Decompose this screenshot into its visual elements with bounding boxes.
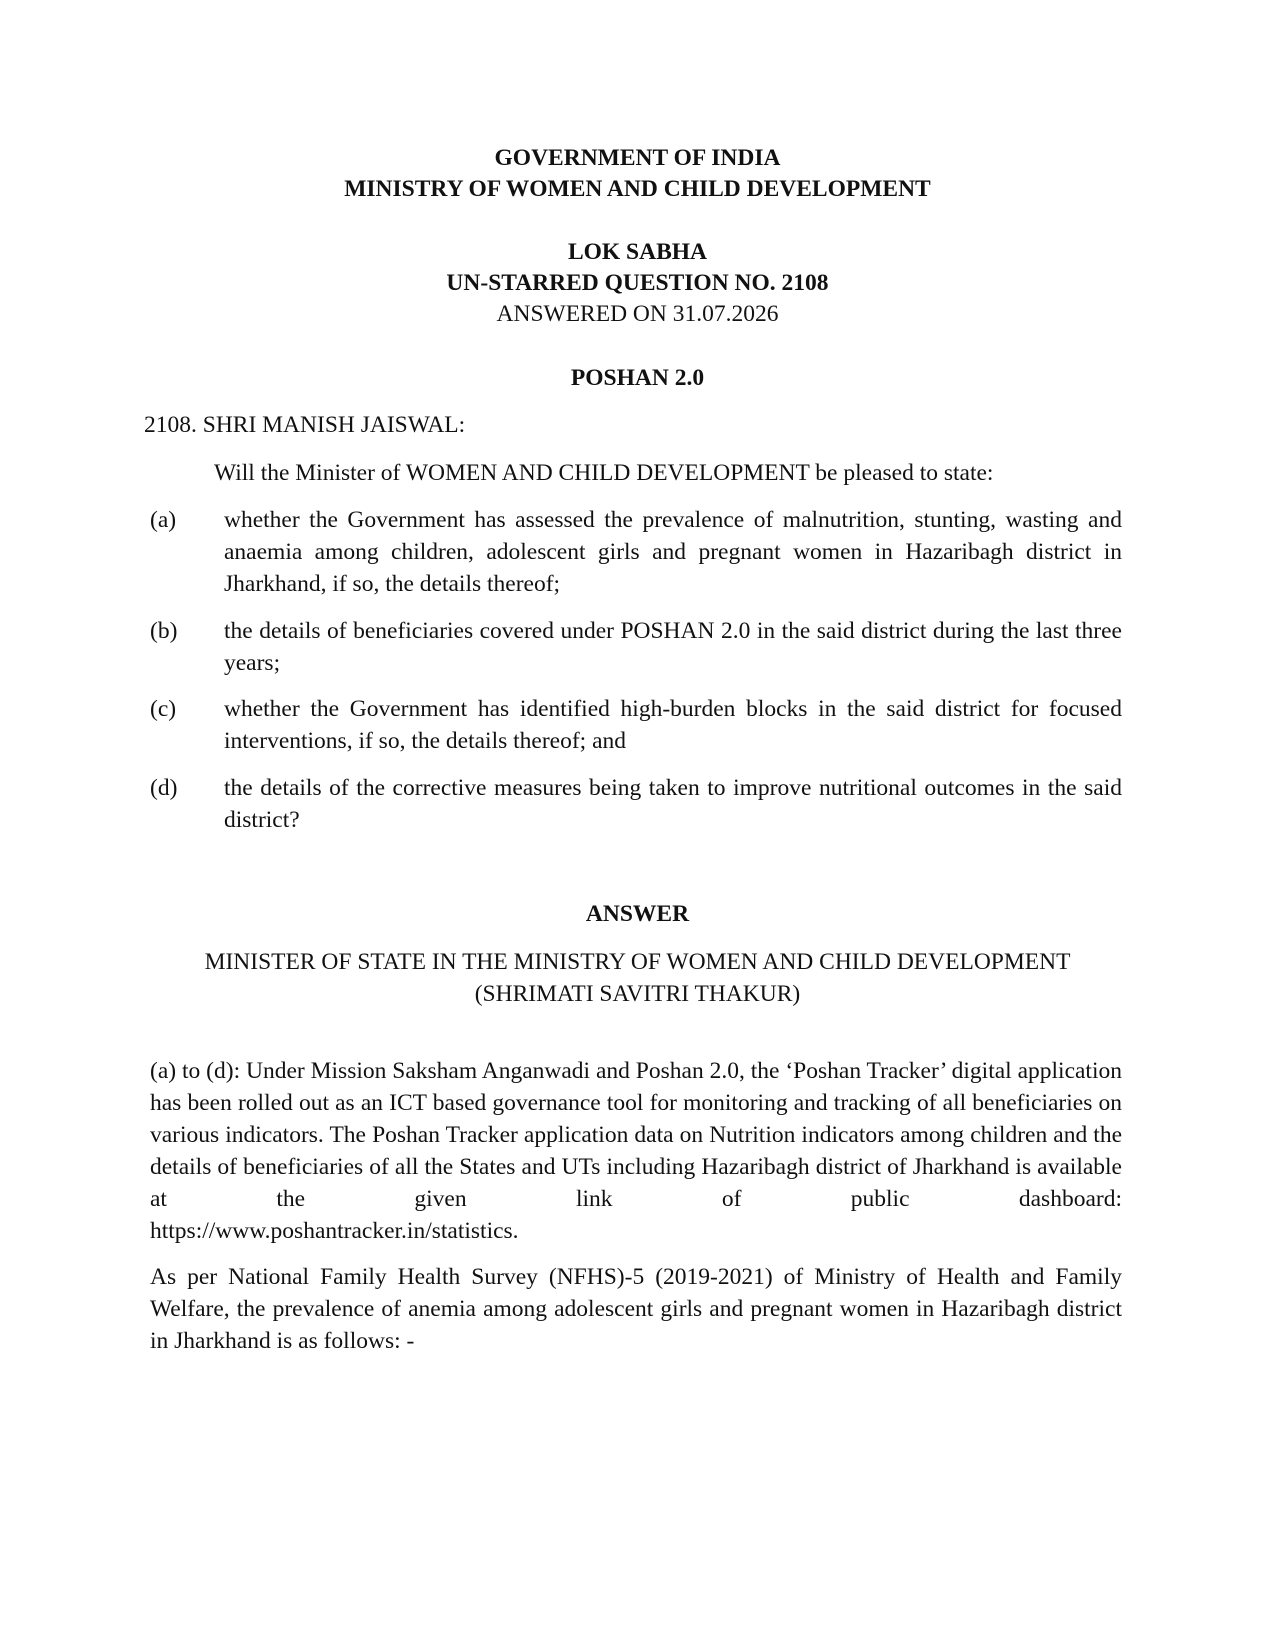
answer-heading: ANSWER [585, 901, 690, 927]
question-item-label: (b) [150, 618, 178, 644]
house-title: LOK SABHA [567, 239, 708, 265]
govt-title: GOVERNMENT OF INDIA [494, 145, 781, 171]
answer-paragraph-1-text: (a) to (d): Under Mission Saksham Anganwadi and Poshan 2.0, the ‘Poshan Tracker’ digital application has been rolled out as an ICT based governance tool for monitoring and tracking of all beneficiaries on various indicators. The Poshan Tracker application data on Nutrition indicators among children and the details of beneficiaries of all the States and UTs including Hazaribagh district of Jharkhand is available at the given link of public dashboard: [150, 1058, 1122, 1212]
question-item-text: the details of the corrective measures being taken to improve nutritional outcomes in the said district? [224, 775, 1122, 833]
question-asker: 2108. SHRI MANISH JAISWAL: [144, 412, 466, 438]
question-item-label: (d) [150, 775, 178, 801]
question-item-text: the details of beneficiaries covered under POSHAN 2.0 in the said district during the last three years; [224, 618, 1122, 676]
question-item-a [150, 504, 1122, 604]
answered-date: ANSWERED ON 31.07.2026 [496, 301, 779, 327]
question-intro: Will the Minister of WOMEN AND CHILD DEVELOPMENT be pleased to state: [214, 460, 994, 486]
question-item-c [150, 693, 1122, 759]
dashboard-link[interactable]: https://www.poshantracker.in/statistics. [150, 1218, 519, 1244]
subject-title: POSHAN 2.0 [570, 365, 705, 391]
question-item-text: whether the Government has identified high-burden blocks in the said district for focused interventions, if so, the details thereof; and [224, 696, 1122, 754]
question-item-b [150, 615, 1122, 681]
minister-designation: MINISTER OF STATE IN THE MINISTRY OF WOMEN AND CHILD DEVELOPMENT [204, 949, 1071, 975]
question-item-d [150, 772, 1122, 838]
question-number: UN-STARRED QUESTION NO. 2108 [446, 270, 829, 296]
question-item-label: (c) [150, 696, 177, 722]
ministry-title: MINISTRY OF WOMEN AND CHILD DEVELOPMENT [344, 176, 931, 202]
question-item-text: whether the Government has assessed the prevalence of malnutrition, stunting, wasting and anaemia among children, adolescent girls and pregnant women in Hazaribagh district in Jharkhand, if so, the details thereof; [224, 507, 1122, 597]
answer-paragraph-2: As per National Family Health Survey (NFHS)-5 (2019-2021) of Ministry of Health and Family Welfare, the prevalence of anemia among adolescent girls and pregnant women in Hazaribagh district in Jharkhand is as follows: - [150, 1264, 1122, 1354]
answer-paragraph-1 [150, 1055, 1122, 1247]
minister-name: (SHRIMATI SAVITRI THAKUR) [474, 981, 801, 1007]
question-item-label: (a) [150, 507, 177, 533]
